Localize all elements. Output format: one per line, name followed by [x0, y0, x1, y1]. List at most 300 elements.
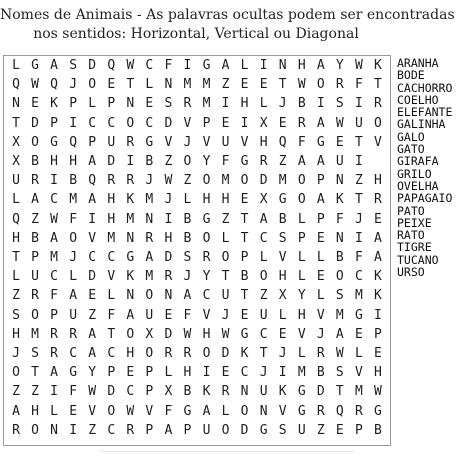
grid-cell: E [259, 77, 268, 93]
grid-cell: W [354, 58, 363, 73]
grid-cell: D [107, 384, 116, 400]
grid-cell: M [31, 326, 39, 342]
grid-cell: R [145, 230, 154, 246]
grid-cell: G [297, 403, 306, 419]
grid-cell: K [335, 192, 344, 208]
grid-cell: R [107, 173, 116, 189]
grid-cell: W [335, 115, 344, 131]
grid-cell: H [297, 307, 306, 323]
grid-cell: A [88, 154, 97, 169]
grid-cell: D [164, 326, 173, 342]
grid-cell: R [316, 346, 325, 361]
grid-cell: L [12, 192, 20, 208]
grid-cell: R [164, 269, 173, 285]
grid-cell: Z [31, 211, 39, 227]
grid-cell: L [316, 250, 325, 265]
grid-cell: H [107, 211, 116, 227]
grid-cell: U [69, 307, 78, 323]
grid-cell: R [221, 384, 230, 400]
grid-cell: A [88, 346, 97, 361]
grid-cell: N [164, 288, 173, 304]
grid-cell: O [126, 326, 135, 342]
grid-cell: I [240, 115, 249, 131]
grid-cell: C [259, 326, 268, 342]
grid-cell: G [240, 326, 249, 342]
word-list-item: ARANHA [397, 56, 439, 70]
grid-cell: R [12, 422, 20, 438]
grid-cell: W [335, 346, 344, 361]
word-list-item: PATO [397, 203, 425, 218]
grid-cell: N [126, 230, 135, 246]
grid-cell: J [69, 250, 78, 265]
grid-cell: U [221, 288, 230, 304]
grid-cell: C [240, 365, 249, 381]
grid-cell: O [145, 346, 154, 361]
grid-cell: E [221, 115, 230, 131]
grid-cell: M [202, 77, 211, 93]
grid-cell: N [126, 288, 135, 304]
grid-cell: M [354, 288, 363, 304]
grid-cell: S [335, 365, 344, 381]
grid-cell: N [50, 422, 58, 438]
grid-cell: C [126, 384, 135, 400]
grid-cell: L [88, 96, 97, 112]
grid-cell: E [69, 403, 78, 419]
grid-cell: E [240, 192, 249, 208]
word-list-item: TIGRE [397, 240, 432, 255]
grid-cell: L [145, 77, 154, 93]
grid-cell: G [202, 58, 211, 73]
grid-cell: X [164, 384, 173, 400]
grid-cell: H [221, 192, 230, 208]
grid-cell: O [316, 77, 325, 93]
grid-cell: N [259, 403, 268, 419]
grid-cell: O [126, 115, 135, 131]
grid-cell: F [354, 77, 363, 93]
grid-cell: A [88, 192, 97, 208]
grid-cell: N [145, 211, 154, 227]
grid-cell: Y [88, 365, 97, 381]
grid-cell: H [31, 403, 39, 419]
grid-cell: C [50, 269, 58, 285]
grid-cell: M [335, 307, 344, 323]
grid-cell: T [240, 211, 249, 227]
grid-cell: K [374, 269, 382, 285]
grid-cell: A [221, 58, 230, 73]
grid-cell: Q [107, 58, 116, 73]
grid-cell: D [164, 115, 173, 131]
grid-cell: J [183, 134, 192, 150]
grid-cell: S [278, 422, 287, 438]
grid-cell: X [259, 115, 268, 131]
grid-cell: B [278, 211, 287, 227]
grid-cell: L [259, 96, 268, 112]
grid-cell: O [240, 173, 249, 189]
grid-cell: J [145, 173, 154, 189]
grid-cell: A [88, 326, 97, 342]
grid-cell: G [354, 307, 363, 323]
grid-cell: O [31, 422, 39, 438]
grid-cell: L [297, 250, 306, 265]
grid-cell: E [107, 77, 116, 93]
grid-cell: O [335, 269, 344, 285]
grid-cell: O [145, 288, 154, 304]
grid-cell: I [259, 58, 268, 73]
grid-cell: H [278, 269, 287, 285]
grid-cell: A [316, 154, 325, 169]
grid-cell: L [240, 58, 249, 73]
grid-cell: A [164, 422, 173, 438]
grid-cell: I [50, 384, 58, 400]
grid-cell: G [126, 250, 135, 265]
grid-cell: D [31, 115, 39, 131]
grid-cell: C [88, 250, 97, 265]
grid-cell: X [278, 288, 287, 304]
word-list-item: GRILO [397, 166, 432, 181]
grid-cell: E [335, 422, 344, 438]
grid-cell: Y [202, 154, 211, 169]
grid-cell: E [354, 326, 363, 342]
grid-cell: F [69, 384, 78, 400]
grid-cell: V [88, 403, 97, 419]
grid-cell: G [202, 211, 211, 227]
grid-cell: K [126, 192, 135, 208]
grid-cell: J [69, 77, 78, 93]
grid-cell: T [107, 326, 116, 342]
grid-cell: B [316, 365, 325, 381]
grid-cell: U [335, 154, 344, 169]
grid-cell: J [278, 96, 287, 112]
grid-cell: O [297, 173, 306, 189]
word-list [397, 57, 452, 278]
grid-cell: A [335, 326, 344, 342]
grid-cell: H [164, 230, 173, 246]
grid-cell: C [107, 250, 116, 265]
grid-cell: A [50, 58, 58, 73]
grid-cell: X [12, 134, 20, 150]
grid-cell: O [221, 250, 230, 265]
grid-cell: A [316, 115, 325, 131]
grid-cell: U [202, 422, 211, 438]
title-line-2: nos sentidos: Horizontal, Vertical ou Diagonal [33, 26, 359, 42]
grid-cell: W [126, 58, 135, 73]
grid-cell: P [183, 422, 192, 438]
word-list-item: PEIXE [397, 215, 432, 230]
grid-cell: K [278, 384, 287, 400]
grid-cell: K [374, 288, 382, 304]
grid-cell: P [50, 307, 58, 323]
grid-cell: D [221, 346, 230, 361]
grid-cell: E [374, 211, 382, 227]
grid-cell: L [259, 250, 268, 265]
grid-cell: U [354, 115, 363, 131]
grid-cell: B [183, 211, 192, 227]
grid-cell: A [374, 250, 382, 265]
grid-cell: I [69, 115, 78, 131]
grid-cell: G [50, 134, 58, 150]
grid-cell: I [126, 154, 135, 169]
grid-cell: X [259, 192, 268, 208]
grid-cell: I [374, 307, 382, 323]
grid-cell: O [88, 77, 97, 93]
grid-cell: P [202, 115, 211, 131]
grid-cell: Z [278, 154, 287, 169]
grid-cell: I [316, 96, 325, 112]
grid-cell: I [69, 422, 78, 438]
grid-cell: I [278, 365, 287, 381]
grid-cell: F [50, 288, 58, 304]
word-list-item: PAPAGAIO [397, 191, 453, 206]
grid-cell: G [183, 403, 192, 419]
grid-cell: A [297, 154, 306, 169]
grid-cell: L [50, 403, 58, 419]
grid-cell: P [107, 96, 116, 112]
grid-cell: E [145, 96, 154, 112]
grid-cell: V [88, 230, 97, 246]
grid-cell: W [183, 326, 192, 342]
grid-cell: N [335, 230, 344, 246]
grid-cell: C [107, 115, 116, 131]
grid-cell: H [202, 326, 211, 342]
word-list-item: GATO [397, 142, 425, 157]
grid-cell: G [145, 134, 154, 150]
grid-cell: J [183, 269, 192, 285]
grid-cell: M [183, 77, 192, 93]
grid-cell: Y [297, 288, 306, 304]
grid-cell: W [50, 211, 58, 227]
grid-cell: M [202, 96, 211, 112]
grid-cell: C [202, 288, 211, 304]
grid-cell: U [145, 307, 154, 323]
grid-cell: A [126, 307, 135, 323]
grid-cell: O [69, 230, 78, 246]
letter-grid [3, 55, 391, 446]
grid-cell: Z [221, 211, 230, 227]
grid-cell: M [126, 211, 135, 227]
grid-cell: I [221, 96, 230, 112]
grid-cell: E [316, 269, 325, 285]
grid-cell: C [354, 269, 363, 285]
grid-cell: K [202, 384, 211, 400]
grid-cell: U [297, 422, 306, 438]
grid-cell: K [50, 96, 58, 112]
grid-cell: O [221, 422, 230, 438]
grid-cell: H [374, 365, 382, 381]
grid-cell: M [50, 250, 58, 265]
grid-cell: D [259, 173, 268, 189]
grid-cell: E [278, 326, 287, 342]
grid-cell: F [297, 134, 306, 150]
grid-cell: T [335, 384, 344, 400]
grid-cell: L [12, 269, 20, 285]
grid-cell: R [316, 403, 325, 419]
grid-cell: C [259, 230, 268, 246]
grid-cell: J [354, 211, 363, 227]
grid-cell: V [297, 326, 306, 342]
grid-cell: H [374, 173, 382, 189]
grid-cell: S [183, 250, 192, 265]
grid-cell: L [164, 365, 173, 381]
grid-cell: O [374, 115, 382, 131]
grid-cell: B [297, 96, 306, 112]
grid-cell: N [240, 384, 249, 400]
grid-cell: H [12, 326, 20, 342]
grid-cell: H [259, 134, 268, 150]
grid-cell: I [183, 58, 192, 73]
grid-cell: I [88, 211, 97, 227]
grid-cell: Q [12, 77, 20, 93]
grid-cell: F [69, 211, 78, 227]
grid-cell: G [297, 384, 306, 400]
grid-cell: N [12, 96, 20, 112]
grid-cell: T [259, 346, 268, 361]
grid-cell: G [69, 365, 78, 381]
grid-cell: C [145, 58, 154, 73]
grid-cell: A [31, 192, 39, 208]
grid-cell: B [31, 230, 39, 246]
grid-cell: C [145, 115, 154, 131]
grid-cell: Q [88, 173, 97, 189]
grid-cell: Z [88, 422, 97, 438]
grid-cell: W [164, 173, 173, 189]
grid-cell: B [69, 173, 78, 189]
grid-cell: H [240, 96, 249, 112]
grid-cell: Z [354, 173, 363, 189]
grid-cell: A [183, 288, 192, 304]
word-list-item: GALO [397, 129, 425, 144]
grid-cell: D [164, 250, 173, 265]
grid-cell: R [297, 115, 306, 131]
grid-cell: U [221, 134, 230, 150]
grid-cell: P [354, 422, 363, 438]
grid-cell: T [12, 250, 20, 265]
grid-cell: L [183, 192, 192, 208]
grid-cell: V [240, 134, 249, 150]
grid-cell: O [202, 230, 211, 246]
grid-cell: Z [316, 422, 325, 438]
grid-cell: P [145, 365, 154, 381]
grid-cell: I [50, 173, 58, 189]
grid-cell: P [88, 134, 97, 150]
grid-cell: D [316, 384, 325, 400]
grid-cell: Y [335, 58, 344, 73]
grid-cell: R [31, 288, 39, 304]
grid-cell: A [145, 250, 154, 265]
grid-cell: X [12, 154, 20, 169]
grid-cell: A [50, 230, 58, 246]
grid-cell: O [183, 154, 192, 169]
grid-cell: H [107, 192, 116, 208]
title-line-1: Nomes de Animais - As palavras ocultas podem ser encontradas [0, 7, 455, 23]
grid-cell: U [259, 307, 268, 323]
grid-cell: R [354, 403, 363, 419]
grid-cell: F [183, 307, 192, 323]
word-list-item: URSO [397, 265, 425, 280]
grid-cell: H [69, 154, 78, 169]
grid-cell: Q [12, 211, 20, 227]
grid-cell: L [12, 58, 20, 73]
grid-cell: R [374, 96, 382, 112]
grid-cell: R [50, 346, 58, 361]
grid-cell: J [164, 192, 173, 208]
word-list-item: COELHO [397, 92, 439, 107]
grid-cell: P [240, 250, 249, 265]
grid-cell: D [88, 58, 97, 73]
grid-cell: H [12, 230, 20, 246]
grid-cell: W [221, 326, 230, 342]
grid-cell: P [69, 96, 78, 112]
word-list-item: CACHORRO [397, 80, 453, 95]
grid-cell: T [354, 134, 363, 150]
grid-cell: H [183, 365, 192, 381]
grid-cell: L [354, 346, 363, 361]
grid-cell: T [240, 230, 249, 246]
grid-cell: R [374, 192, 382, 208]
grid-cell: A [202, 403, 211, 419]
grid-cell: Z [88, 307, 97, 323]
grid-cell: L [297, 269, 306, 285]
grid-cell: J [278, 346, 287, 361]
grid-cell: A [12, 403, 20, 419]
grid-cell: B [183, 384, 192, 400]
grid-cell: C [69, 346, 78, 361]
grid-cell: Q [278, 134, 287, 150]
grid-cell: Q [50, 77, 58, 93]
grid-cell: I [202, 365, 211, 381]
grid-cell: K [126, 269, 135, 285]
grid-cell: P [316, 173, 325, 189]
grid-cell: V [278, 403, 287, 419]
grid-cell: T [221, 269, 230, 285]
grid-cell: I [354, 230, 363, 246]
grid-cell: R [335, 77, 344, 93]
grid-cell: R [259, 154, 268, 169]
grid-cell: O [12, 365, 20, 381]
grid-cell: E [88, 288, 97, 304]
grid-cell: J [316, 326, 325, 342]
grid-cell: A [374, 230, 382, 246]
grid-cell: J [221, 307, 230, 323]
grid-cell: L [221, 230, 230, 246]
grid-cell: V [202, 307, 211, 323]
grid-cell: M [297, 365, 306, 381]
grid-cell: L [297, 211, 306, 227]
grid-cell: L [69, 269, 78, 285]
grid-cell: L [278, 307, 287, 323]
grid-cell: R [69, 326, 78, 342]
grid-cell: R [183, 96, 192, 112]
grid-cell: P [145, 384, 154, 400]
grid-cell: V [145, 403, 154, 419]
grid-cell: F [221, 154, 230, 169]
grid-cell: E [31, 96, 39, 112]
grid-cell: B [335, 250, 344, 265]
word-list-item: TUCANO [397, 252, 439, 267]
grid-cell: Z [259, 288, 268, 304]
grid-cell: S [69, 58, 78, 73]
grid-cell: S [335, 96, 344, 112]
grid-cell: O [297, 192, 306, 208]
grid-cell: Z [12, 288, 20, 304]
grid-cell: D [240, 422, 249, 438]
grid-cell: N [278, 58, 287, 73]
grid-cell: W [374, 384, 382, 400]
grid-cell: M [354, 384, 363, 400]
grid-cell: T [12, 115, 20, 131]
grid-cell: P [297, 230, 306, 246]
grid-cell: H [202, 192, 211, 208]
grid-cell: E [164, 307, 173, 323]
